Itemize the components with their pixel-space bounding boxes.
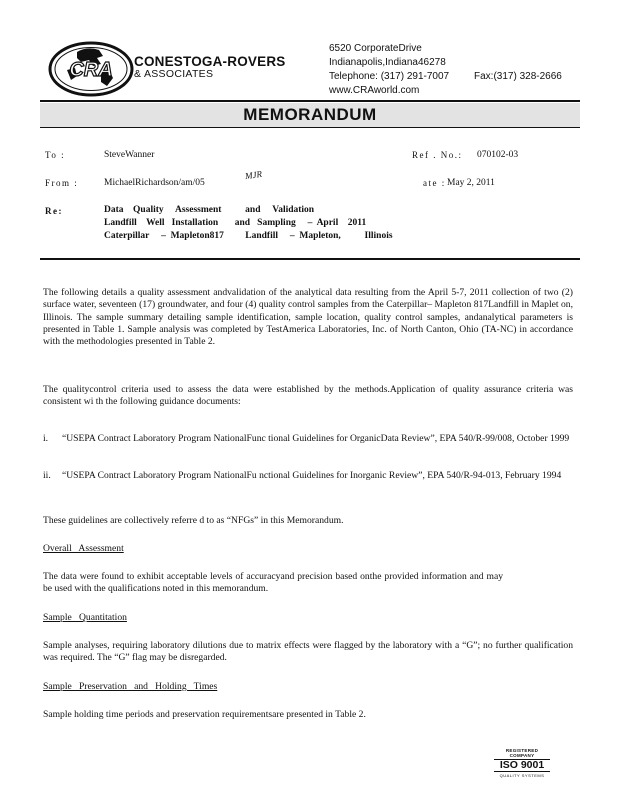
date-label: ate : bbox=[423, 178, 446, 188]
fax: Fax:(317) 328-2666 bbox=[474, 71, 562, 82]
website-link[interactable]: www.CRAworld.com bbox=[329, 85, 420, 96]
re-line-1: Data Quality Assessment and Validation bbox=[104, 205, 315, 215]
list-item-number: i. bbox=[43, 433, 49, 444]
section-heading-sample-quantitation: Sample Quantitation bbox=[43, 612, 127, 623]
iso-badge-top: REGISTERED COMPANY bbox=[505, 748, 539, 758]
date-value: May 2, 2011 bbox=[447, 178, 495, 188]
paragraph-preservation-holding: Sample holding time periods and preservation requirementsare presented in Table 2. bbox=[43, 709, 366, 720]
paragraph-overall-assessment: The data were found to exhibit acceptable levels of accuracyand precision based onthe provided information and may be used with the qualifications noted in this memorandum. bbox=[43, 571, 503, 595]
iso-9001-badge bbox=[494, 748, 550, 778]
company-logo bbox=[47, 40, 135, 98]
paragraph-nfgs: These guidelines are collectively referre d to as “NFGs” in this Memorandum. bbox=[43, 515, 344, 526]
company-address-block bbox=[329, 42, 562, 98]
from-label: From : bbox=[45, 178, 79, 188]
re-label: Re: bbox=[45, 206, 63, 216]
paragraph-intro: The following details a quality assessment andvalidation of the analytical data resulting from the April 5-7, 2011 collection of two (2) surface water, seventeen (17) groundwater, and four (4) quality control samples from the Caterpillar– Mapleton 817Landfill in Maplet on, Illinois. The sample summary detailing sample identification, sample location, quality control samples, andanalytical parameters is presented in Table 1. Sample analysis was completed by TestAmerica Laboratories, Inc. of North Canton, Ohio (TA-NC) in accordance with the methodologies presented in Table 2. bbox=[43, 287, 573, 348]
ref-value: 070102-03 bbox=[477, 150, 519, 160]
iso-badge-main: ISO 9001 bbox=[494, 759, 550, 772]
fields-rule bbox=[40, 258, 580, 260]
ref-label: Ref . No.: bbox=[412, 150, 463, 160]
from-value: MichaelRichardson/am/05 bbox=[104, 178, 205, 188]
memo-title: MEMORANDUM bbox=[243, 105, 377, 124]
list-item-number: ii. bbox=[43, 470, 51, 481]
list-item-text: “USEPA Contract Laboratory Program NationalFunc tional Guidelines for OrganicData Review”, EPA 540/R-99/008, October 1999 bbox=[62, 433, 570, 444]
section-heading-preservation-holding: Sample Preservation and Holding Times bbox=[43, 681, 218, 692]
company-name: CONESTOGA-ROVERS bbox=[134, 54, 286, 69]
section-heading-overall-assessment: Overall Assessment bbox=[43, 543, 124, 554]
paragraph-criteria: The qualitycontrol criteria used to assess the data were established by the methods.Application of quality assurance criteria was consistent wi th the following guidance documents: bbox=[43, 384, 573, 408]
paragraph-sample-quantitation: Sample analyses, requiring laboratory dilutions due to matrix effects were flagged by the laboratory with a “G”; no further qualification was required. The “G” flag may be disregarded. bbox=[43, 640, 573, 664]
telephone: Telephone: (317) 291-7007 bbox=[329, 71, 450, 82]
address-street: 6520 CorporateDrive bbox=[329, 43, 422, 54]
phone-fax-line bbox=[329, 70, 562, 84]
iso-badge-bottom: QUALITY SYSTEMS bbox=[499, 773, 545, 778]
header-rule bbox=[40, 100, 580, 102]
to-value: SteveWanner bbox=[104, 150, 155, 160]
handwritten-initials: MJR bbox=[244, 168, 263, 182]
logo-text: CRA bbox=[69, 59, 113, 81]
list-item-text: “USEPA Contract Laboratory Program NationalFu nctional Guidelines for Inorganic Review”, EPA 540/R-94-013, February 1994 bbox=[62, 470, 562, 481]
title-rule bbox=[40, 127, 580, 128]
re-line-2: Landfill Well Installation and Sampling – April 2011 bbox=[104, 218, 367, 228]
to-label: To : bbox=[45, 150, 66, 160]
company-name-associates: & ASSOCIATES bbox=[134, 68, 214, 80]
address-city: Indianapolis,Indiana46278 bbox=[329, 57, 446, 68]
re-line-3: Caterpillar – Mapleton817 Landfill – Mapleton, Illinois bbox=[104, 231, 393, 241]
